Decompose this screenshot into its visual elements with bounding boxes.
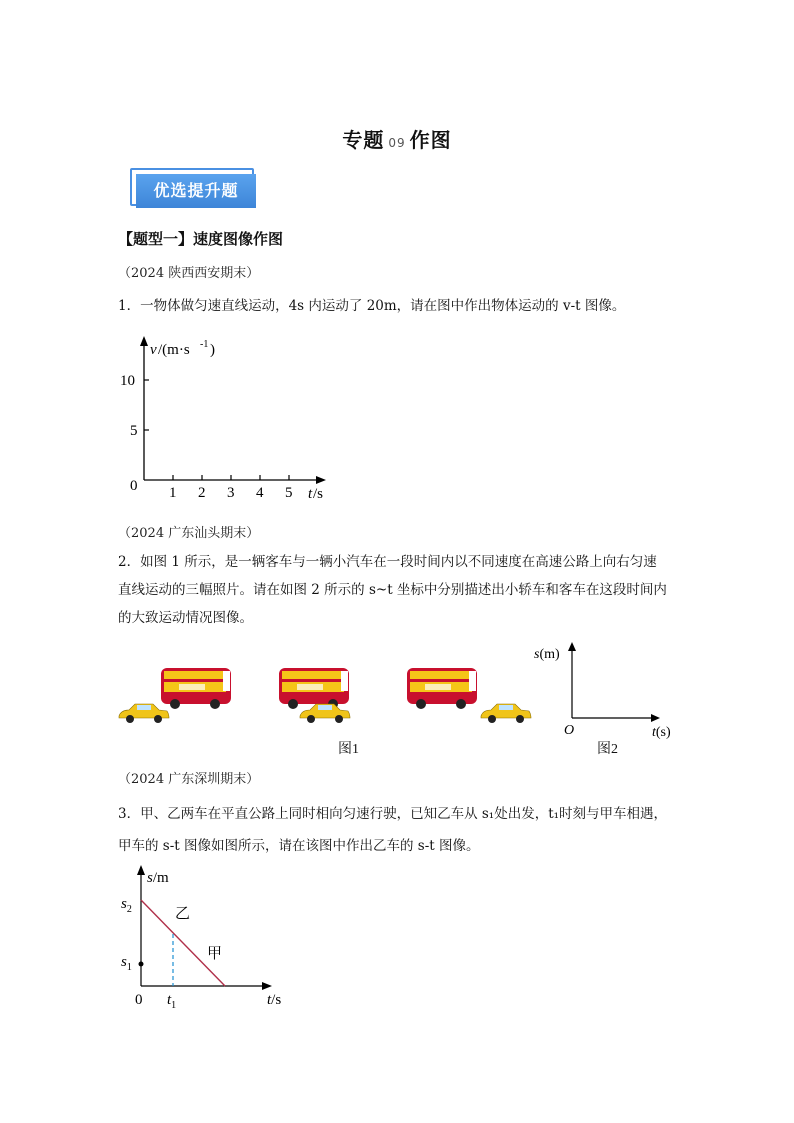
q1-origin: 0	[130, 478, 138, 494]
title-suffix: 作图	[409, 128, 452, 152]
car-photo-3-icon	[481, 704, 531, 723]
q3-st-chart	[115, 862, 305, 1012]
bus-photo-3-icon	[407, 668, 477, 709]
bus-photo-2-icon	[279, 668, 349, 709]
q1-y-unit-close: )	[210, 342, 215, 358]
q3-s1-point	[139, 962, 144, 967]
q2-y-label: s(m)	[534, 647, 560, 662]
q1-y-tick-label: 10	[120, 373, 135, 389]
q2-st-chart	[528, 640, 688, 740]
q1-y-label: v	[150, 342, 157, 358]
q3-x-label: t/s	[267, 992, 282, 1008]
q3-s2-label: $s_2$	[121, 896, 132, 915]
badge-label: 优选提升题	[136, 174, 256, 208]
q2-x-label: t(s)	[652, 725, 671, 740]
q3-text-line: 3．甲、乙两车在平直公路上同时相向匀速行驶，已知乙车从 s₁处出发，t₁时刻与甲车相遇，	[118, 806, 668, 822]
q3-y-arrow-icon	[137, 865, 145, 875]
title-prefix: 专题	[342, 128, 385, 152]
q2-y-arrow-icon	[568, 642, 576, 651]
section-heading: 【题型一】速度图像作图	[118, 230, 284, 248]
q2-text-line: 2．如图 1 所示，是一辆客车与一辆小汽车在一段时间内以不同速度在高速公路上向右匀速	[118, 554, 657, 570]
q1-x-label-t: t	[308, 486, 313, 502]
q1-x-tick-label: 5	[285, 485, 293, 501]
bus-photo-1-icon	[161, 668, 231, 709]
q1-x-ticks	[169, 475, 293, 501]
q1-x-tick-label: 4	[256, 485, 264, 501]
q2-text-line: 的大致运动情况图像。	[118, 610, 253, 626]
fig2-caption: 图2	[597, 742, 618, 757]
q1-x-tick-label: 3	[227, 485, 235, 501]
q1-x-tick-label: 1	[169, 485, 177, 501]
q2-x-arrow-icon	[651, 714, 660, 722]
q1-x-label-unit: /s	[313, 486, 324, 502]
q1-x-tick-label: 2	[198, 485, 206, 501]
car-photo-2-icon	[300, 704, 350, 723]
q3-t1-label: $t_1$	[167, 992, 177, 1011]
q3-origin: 0	[135, 992, 143, 1008]
q1-y-unit: /(m·s	[158, 342, 190, 358]
title-number: 09	[388, 136, 406, 150]
q1-source: （2024 陕西西安期末）	[118, 266, 260, 281]
q1-y-unit-exp: -1	[200, 339, 209, 350]
fig1-caption: 图1	[338, 742, 359, 757]
q3-text-line: 甲车的 s-t 图像如图所示，请在该图中作出乙车的 s-t 图像。	[118, 838, 480, 854]
q3-annot-yi: 乙	[175, 904, 191, 922]
q3-text	[118, 798, 678, 862]
q1-text: 1．一物体做匀速直线运动，4s 内运动了 20m，请在图中作出物体运动的 v-t 图像。	[118, 298, 626, 314]
q3-x-arrow-icon	[262, 982, 272, 990]
q2-figure-1	[115, 660, 535, 730]
page-title	[0, 124, 794, 153]
q3-annot-jia: 甲	[207, 944, 223, 962]
q1-y-arrow-icon	[140, 336, 148, 346]
q3-source: （2024 广东深圳期末）	[118, 772, 260, 787]
car-photo-1-icon	[119, 704, 169, 723]
badge	[130, 168, 258, 208]
q2-origin: O	[564, 723, 575, 738]
q2-text-line: 直线运动的三幅照片。请在如图 2 所示的 s~t 坐标中分别描述出小轿车和客车在这段时间内	[118, 582, 667, 598]
q1-x-arrow-icon	[316, 476, 326, 484]
q1-vt-chart	[120, 332, 350, 510]
q3-s1-label: $s_1$	[121, 954, 132, 973]
q3-y-label: s/m	[147, 870, 169, 886]
q2-text	[118, 548, 678, 632]
q2-source: （2024 广东汕头期末）	[118, 526, 260, 541]
q1-y-tick-label: 5	[130, 423, 138, 439]
